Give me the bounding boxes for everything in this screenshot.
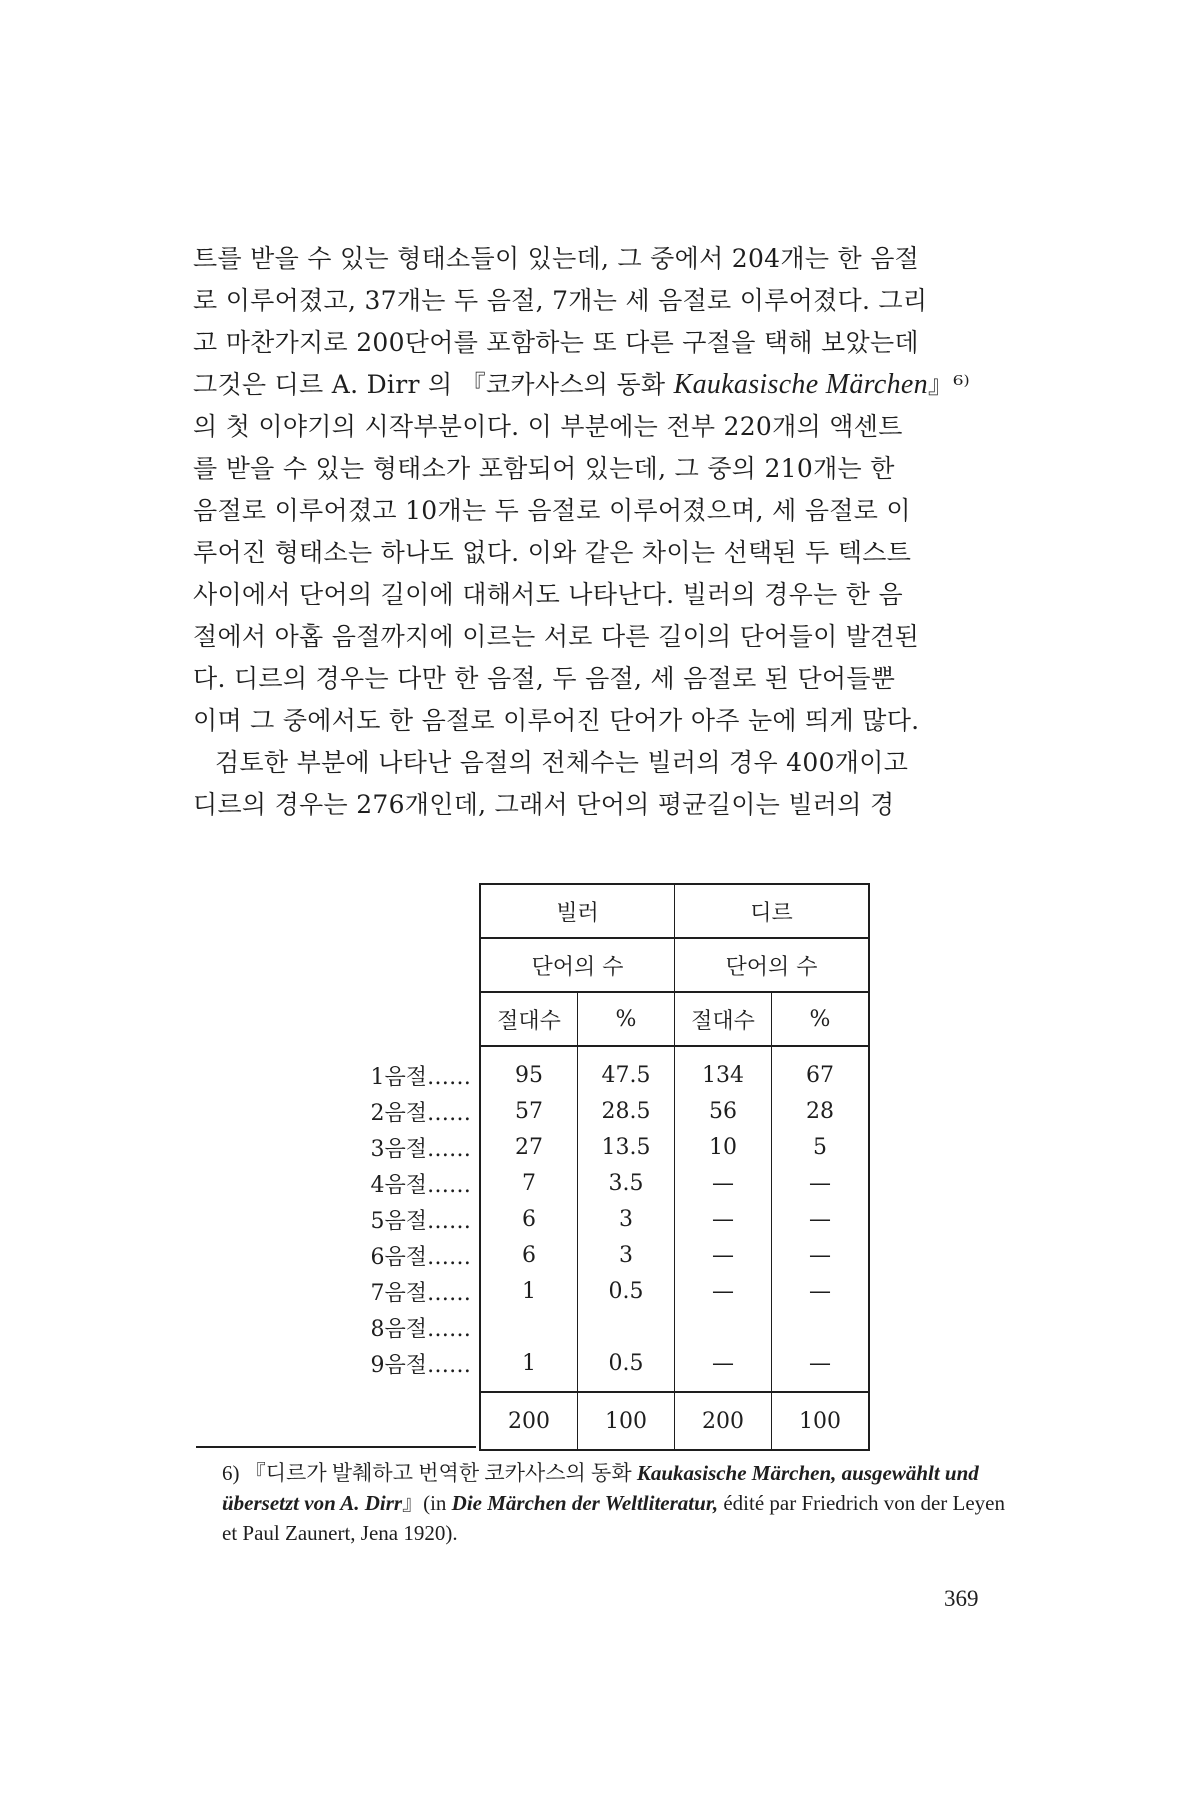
- table-row: [349, 1201, 869, 1237]
- text-fragment: 그것은 디르 A. Dirr 의 『코카사스의 동화: [193, 370, 674, 399]
- table-cell: 3: [578, 1237, 675, 1273]
- table-cell: —: [675, 1165, 772, 1201]
- table-cell: 3.5: [578, 1165, 675, 1201]
- text-line: 음절로 이루어졌고 10개는 두 음절로 이루어졌으며, 세 음절로 이: [193, 496, 911, 525]
- table-cell: 3: [578, 1201, 675, 1237]
- table-cell: 6: [480, 1237, 578, 1273]
- text-line: 이며 그 중에서도 한 음절로 이루어진 단어가 아주 눈에 띄게 많다.: [193, 706, 920, 735]
- row-label: 3음절……: [370, 1136, 471, 1162]
- table-cell: —: [772, 1345, 870, 1381]
- table-cell: [675, 1309, 772, 1345]
- body-text: [193, 238, 1011, 826]
- text-line: 사이에서 단어의 길이에 대해서도 나타난다. 빌러의 경우는 한 음: [193, 580, 903, 609]
- table-cell: 47.5: [578, 1057, 675, 1093]
- table-cell: —: [675, 1273, 772, 1309]
- text-line: 디르의 경우는 276개인데, 그래서 단어의 평균길이는 빌러의 경: [193, 790, 895, 819]
- text-line: [193, 364, 1011, 406]
- syllable-table: [349, 883, 870, 1451]
- table-cell: 28: [772, 1093, 870, 1129]
- row-label: 5음절……: [370, 1208, 471, 1234]
- column-header: %: [772, 992, 870, 1046]
- footnote-ref: 』⁶⁾: [927, 370, 970, 399]
- table-cell: 134: [675, 1057, 772, 1093]
- footnote-title: Kaukasische Märchen, ausgewählt und übersetzt von A. Dirr: [222, 1461, 979, 1515]
- table-cell: 1: [480, 1345, 578, 1381]
- table-cell: 1: [480, 1273, 578, 1309]
- total-cell: 200: [675, 1392, 772, 1450]
- footnote-text: édité par Friedrich von der Leyen et Paul Zaunert, Jena 1920).: [222, 1491, 1005, 1545]
- text-line: 검토한 부분에 나타난 음절의 전체수는 빌러의 경우 400개이고: [215, 748, 909, 777]
- row-label: 8음절……: [370, 1316, 471, 1342]
- row-label: 4음절……: [370, 1172, 471, 1198]
- footnote: [222, 1458, 1022, 1548]
- footnote-series: Die Märchen der Weltliteratur,: [451, 1491, 719, 1515]
- table-cell: —: [675, 1201, 772, 1237]
- table-cell: 0.5: [578, 1273, 675, 1309]
- sub-header: 단어의 수: [480, 938, 675, 992]
- total-cell: 100: [578, 1392, 675, 1450]
- footnote-text: 』(in: [402, 1491, 452, 1515]
- italic-title: Kaukasische Märchen: [673, 369, 928, 400]
- text-line: 루어진 형태소는 하나도 없다. 이와 같은 차이는 선택된 두 텍스트: [193, 538, 912, 567]
- table-cell: [480, 1309, 578, 1345]
- column-header: 절대수: [480, 992, 578, 1046]
- sub-header: 단어의 수: [675, 938, 870, 992]
- table-cell: 0.5: [578, 1345, 675, 1381]
- footnote-divider: [196, 1446, 476, 1448]
- table-cell: 5: [772, 1129, 870, 1165]
- table-cell: —: [772, 1165, 870, 1201]
- table-row: [349, 1093, 869, 1129]
- table-cell: —: [772, 1201, 870, 1237]
- footnote-marker: 6): [222, 1461, 240, 1485]
- total-cell: 100: [772, 1392, 870, 1450]
- table-cell: —: [772, 1273, 870, 1309]
- table-row: [349, 1309, 869, 1345]
- column-header: %: [578, 992, 675, 1046]
- table-row: [349, 1165, 869, 1201]
- table-cell: 57: [480, 1093, 578, 1129]
- table-cell: 95: [480, 1057, 578, 1093]
- text-line: 절에서 아홉 음절까지에 이르는 서로 다른 길이의 단어들이 발견된: [193, 622, 920, 651]
- table-cell: 67: [772, 1057, 870, 1093]
- table-cell: 7: [480, 1165, 578, 1201]
- total-cell: 200: [480, 1392, 578, 1450]
- row-label: 2음절……: [370, 1100, 471, 1126]
- text-line: 트를 받을 수 있는 형태소들이 있는데, 그 중에서 204개는 한 음절: [193, 244, 920, 273]
- table-cell: 6: [480, 1201, 578, 1237]
- table-row: [349, 1057, 869, 1093]
- table-cell: 13.5: [578, 1129, 675, 1165]
- table-cell: 10: [675, 1129, 772, 1165]
- table-total-row: [349, 1392, 869, 1450]
- text-line: 를 받을 수 있는 형태소가 포함되어 있는데, 그 중의 210개는 한: [193, 454, 895, 483]
- table-row: [349, 1345, 869, 1381]
- row-label: 1음절……: [370, 1064, 471, 1090]
- text-line: 로 이루어졌고, 37개는 두 음절, 7개는 세 음절로 이루어졌다. 그리: [193, 286, 928, 315]
- text-line: 의 첫 이야기의 시작부분이다. 이 부분에는 전부 220개의 액센트: [193, 412, 903, 441]
- footnote-text: 『디르가 발췌하고 번역한 코카사스의 동화: [244, 1461, 637, 1485]
- text-line: 다. 디르의 경우는 다만 한 음절, 두 음절, 세 음절로 된 단어들뿐: [193, 664, 896, 693]
- group-header-dirr: 디르: [675, 884, 870, 938]
- table-cell: 56: [675, 1093, 772, 1129]
- table-cell: —: [675, 1345, 772, 1381]
- table-cell: [772, 1309, 870, 1345]
- table-cell: —: [772, 1237, 870, 1273]
- group-header-willer: 빌러: [480, 884, 675, 938]
- table-cell: [578, 1309, 675, 1345]
- page-number: 369: [944, 1586, 979, 1611]
- row-label: 7음절……: [370, 1280, 471, 1306]
- row-label: 6음절……: [370, 1244, 471, 1270]
- table-cell: 28.5: [578, 1093, 675, 1129]
- table-row: [349, 1273, 869, 1309]
- row-label: 9음절……: [370, 1352, 471, 1378]
- text-line: 고 마찬가지로 200단어를 포함하는 또 다른 구절을 택해 보았는데: [193, 328, 919, 357]
- table-cell: 27: [480, 1129, 578, 1165]
- table-row: [349, 1129, 869, 1165]
- table-cell: —: [675, 1237, 772, 1273]
- table-row: [349, 1237, 869, 1273]
- column-header: 절대수: [675, 992, 772, 1046]
